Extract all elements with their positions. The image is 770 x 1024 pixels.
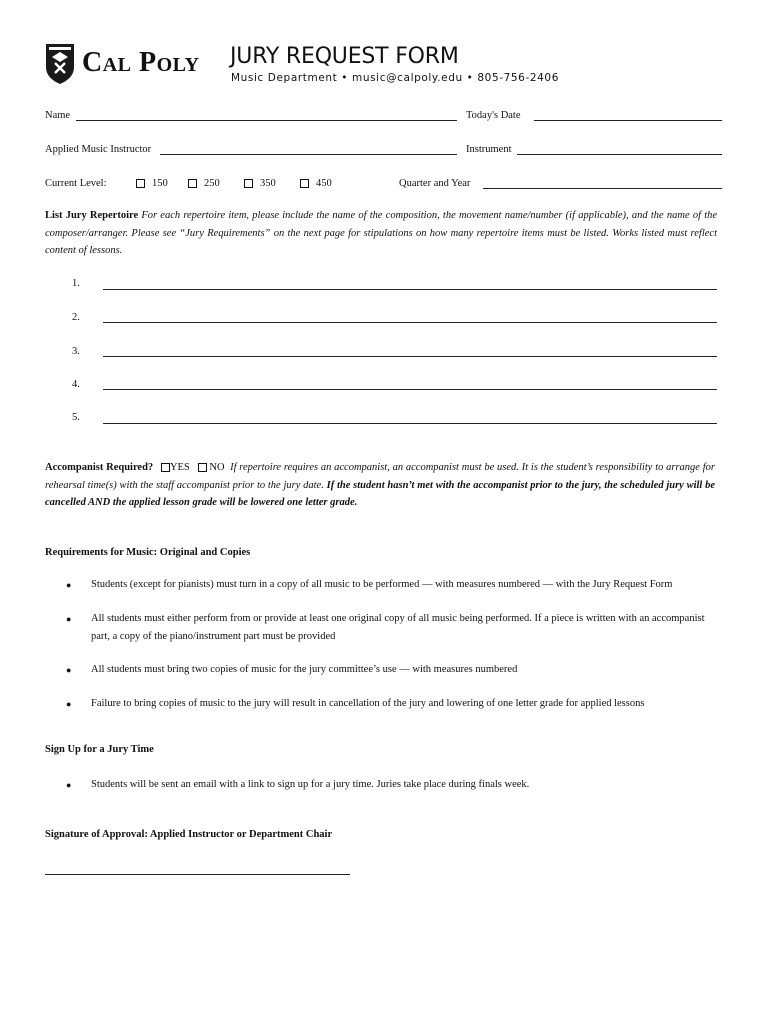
accompanist-yes-text: YES: [169, 462, 190, 473]
level-150-text: 150: [152, 178, 168, 189]
accompanist-no-checkbox[interactable]: [198, 463, 207, 472]
signup-item: Students will be sent an email with a link to sign up for a jury time. Juries take place during finals week.: [91, 779, 530, 790]
level-450-checkbox[interactable]: [300, 179, 309, 188]
repertoire-number: 1.: [72, 278, 80, 289]
date-field[interactable]: [534, 120, 722, 121]
accompanist-yes-checkbox[interactable]: [161, 463, 170, 472]
quarter-label: Quarter and Year: [399, 178, 471, 189]
level-option-150[interactable]: [136, 177, 168, 190]
level-350-text: 350: [260, 178, 276, 189]
date-label: Today's Date: [466, 110, 521, 121]
signature-field[interactable]: [45, 874, 350, 875]
repertoire-line-1[interactable]: [103, 289, 717, 290]
requirements-heading: Requirements for Music: Original and Copies: [45, 547, 251, 558]
requirement-item: Failure to bring copies of music to the jury will result in cancellation of the jury and lowering of one letter grade for applied lessons: [91, 698, 645, 709]
name-label: Name: [45, 110, 71, 121]
accompanist-label: Accompanist Required?: [45, 462, 154, 473]
repertoire-number: 2.: [72, 312, 80, 323]
signup-heading: Sign Up for a Jury Time: [45, 744, 154, 755]
bullet-icon: ●: [66, 580, 72, 590]
bullet-icon: ●: [66, 699, 72, 709]
repertoire-line-2[interactable]: [103, 322, 717, 323]
accompanist-note: If repertoire requires an accompanist, an accompanist must be used. It is the student’s responsibility to arrange for rehearsal time(s) with the staff accompanist prior to the jury date.: [45, 462, 716, 491]
repertoire-heading: List Jury Repertoire: [45, 210, 139, 221]
signature-heading: Signature of Approval: Applied Instructor or Department Chair: [45, 829, 333, 840]
instructor-label: Applied Music Instructor: [45, 144, 152, 155]
repertoire-number: 3.: [72, 346, 80, 357]
requirement-item: All students must either perform from or provide at least one original copy of all music being performed. If a piece is written with an accompanist part, a copy of the piano/instrument part must be provided: [91, 613, 705, 642]
level-option-450[interactable]: [300, 177, 332, 190]
level-150-checkbox[interactable]: [136, 179, 145, 188]
accompanist-warning: If the student hasn’t met with the accompanist prior to the jury, the scheduled jury will be cancelled AND the applied lesson grade will be lowered one letter grade.: [45, 479, 716, 508]
requirement-item: All students must bring two copies of music for the jury committee’s use — with measures numbered: [91, 664, 518, 675]
instructor-field[interactable]: [160, 154, 457, 155]
level-label: Current Level:: [45, 178, 107, 189]
accompanist-section: [45, 459, 715, 512]
bullet-icon: ●: [66, 614, 72, 624]
repertoire-instructions: [45, 207, 717, 260]
repertoire-instructions-text: For each repertoire item, please include the name of the composition, the movement name/number (if applicable), and the name of the composer/arranger. Please see “Jury Requirements” on the next page for stipulations on how many repertoire items must be listed. Works listed must reflect content of lessons.: [45, 210, 718, 256]
instrument-field[interactable]: [517, 154, 722, 155]
repertoire-line-5[interactable]: [103, 423, 717, 424]
cal-poly-shield-logo: [45, 43, 75, 85]
quarter-field[interactable]: [483, 188, 722, 189]
requirement-item: Students (except for pianists) must turn in a copy of all music to be performed — with measures numbered — with the Jury Request Form: [91, 579, 673, 590]
bullet-icon: ●: [66, 780, 72, 790]
repertoire-number: 4.: [72, 379, 80, 390]
level-350-checkbox[interactable]: [244, 179, 253, 188]
repertoire-line-4[interactable]: [103, 389, 717, 390]
level-option-350[interactable]: [244, 177, 276, 190]
repertoire-number: 5.: [72, 412, 80, 423]
level-option-250[interactable]: [188, 177, 220, 190]
level-250-checkbox[interactable]: [188, 179, 197, 188]
form-title: JURY REQUEST FORM: [230, 44, 459, 69]
instrument-label: Instrument: [466, 144, 512, 155]
level-250-text: 250: [204, 178, 220, 189]
contact-info: Music Department • music@calpoly.edu • 805-756-2406: [231, 72, 559, 84]
bullet-icon: ●: [66, 665, 72, 675]
cal-poly-wordmark: Cal Poly: [82, 47, 200, 78]
level-450-text: 450: [316, 178, 332, 189]
repertoire-line-3[interactable]: [103, 356, 717, 357]
name-field[interactable]: [76, 120, 457, 121]
accompanist-no-text: NO: [209, 462, 225, 473]
